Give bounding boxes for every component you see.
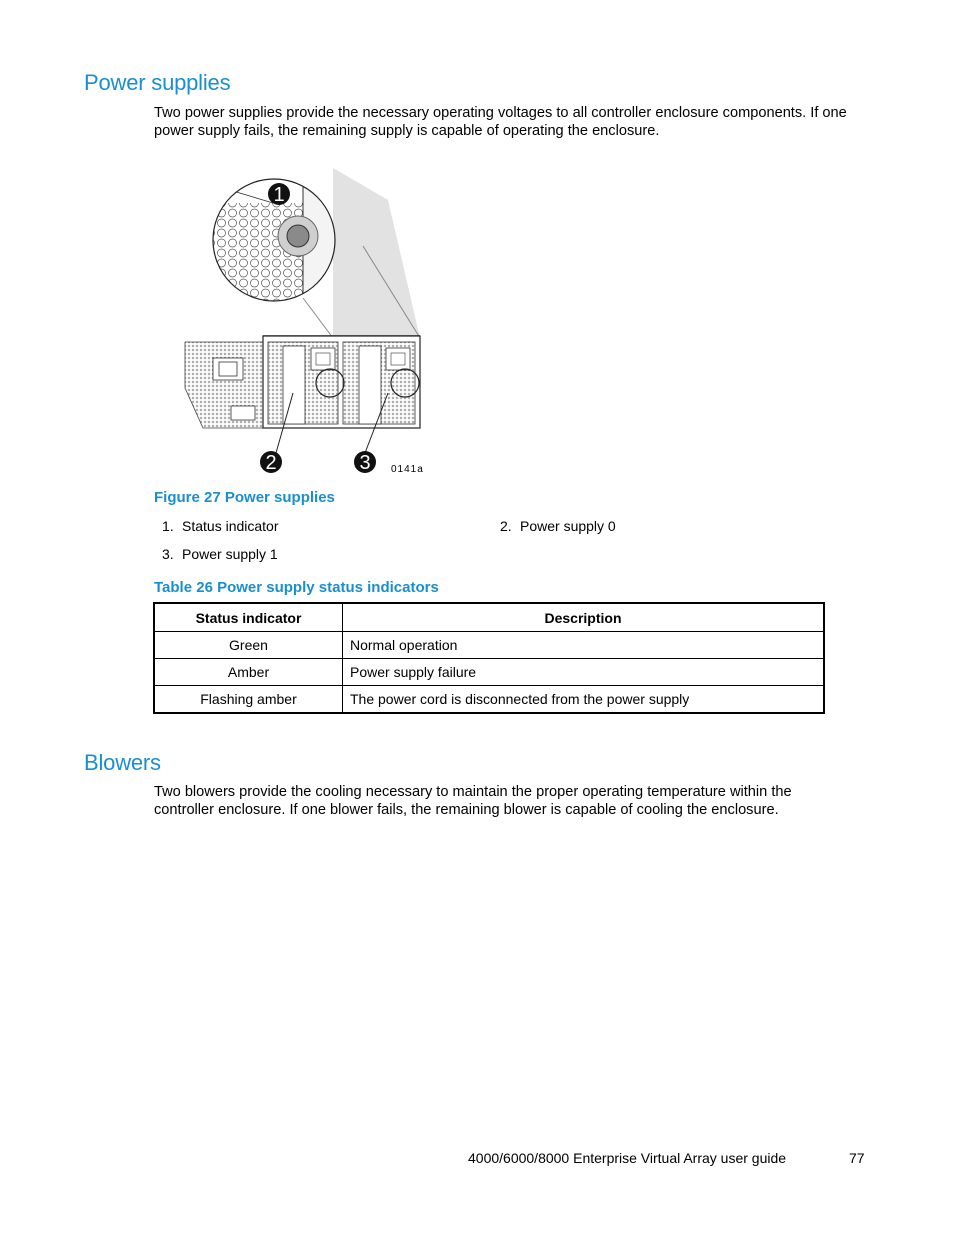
legend-number: 2. bbox=[500, 518, 512, 534]
power-supplies-paragraph: Two power supplies provide the necessary operating voltages to all controller enclosure components. If one power supply fails, the remaining supply is capable of operating the enclosure. bbox=[154, 105, 847, 139]
enclosure-rear bbox=[185, 336, 420, 428]
table-row bbox=[154, 686, 824, 714]
blowers-paragraph: Two blowers provide the cooling necessary to maintain the proper operating temperature within the controller enclosure. If one blower fails, the remaining blower is capable of cooling the enclosure. bbox=[154, 784, 792, 818]
status-cell: Green bbox=[154, 632, 343, 659]
section-heading-blowers: Blowers bbox=[84, 750, 161, 775]
legend-label: Power supply 1 bbox=[182, 546, 278, 562]
table-caption: Table 26 Power supply status indicators bbox=[154, 579, 439, 596]
figure-caption: Figure 27 Power supplies bbox=[154, 489, 335, 506]
table-row bbox=[154, 659, 824, 686]
callout-1-label: 1 bbox=[273, 184, 285, 206]
legend-number: 1. bbox=[162, 518, 174, 534]
table-row bbox=[154, 632, 824, 659]
legend-number: 3. bbox=[162, 546, 174, 562]
legend-item-power-supply-1 bbox=[162, 546, 278, 562]
legend-item-status-indicator bbox=[162, 518, 279, 534]
table-header-row bbox=[154, 603, 824, 632]
description-cell: The power cord is disconnected from the power supply bbox=[343, 686, 825, 714]
status-indicator-table bbox=[153, 602, 825, 714]
status-cell: Flashing amber bbox=[154, 686, 343, 714]
description-cell: Normal operation bbox=[343, 632, 825, 659]
footer-document-title: 4000/6000/8000 Enterprise Virtual Array user guide bbox=[468, 1150, 787, 1166]
legend-label: Power supply 0 bbox=[520, 518, 616, 534]
column-header-description: Description bbox=[343, 603, 825, 632]
status-cell: Amber bbox=[154, 659, 343, 686]
callout-2-label: 2 bbox=[265, 452, 277, 474]
figure-code: 0141a bbox=[391, 464, 424, 475]
section-heading-power-supplies: Power supplies bbox=[84, 70, 231, 95]
footer-page-number: 77 bbox=[849, 1150, 865, 1166]
description-cell: Power supply failure bbox=[343, 659, 825, 686]
power-supply-figure bbox=[183, 148, 433, 483]
callout-3-label: 3 bbox=[359, 452, 371, 474]
column-header-status-indicator: Status indicator bbox=[154, 603, 343, 632]
legend-item-power-supply-0 bbox=[500, 518, 616, 534]
legend-label: Status indicator bbox=[182, 518, 279, 534]
